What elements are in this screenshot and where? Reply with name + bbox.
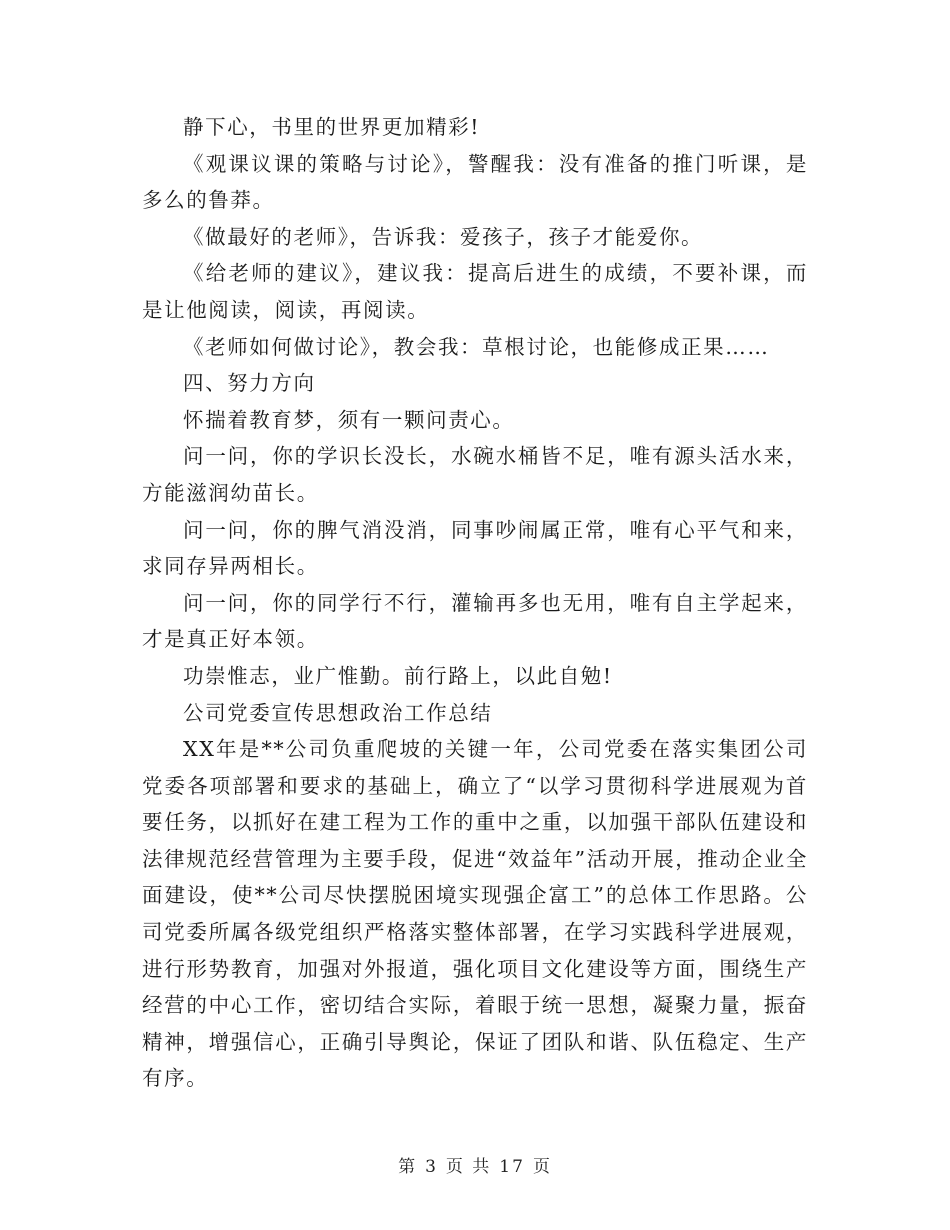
paragraph: 问一问，你的同学行不行，灌输再多也无用，唯有自主学起来，才是真正好本领。 (142, 590, 808, 652)
paragraph: 《给老师的建议》，建议我：提高后进生的成绩，不要补课，而是让他阅读，阅读，再阅读。 (142, 261, 808, 322)
footer-prefix: 第 (398, 1157, 418, 1177)
paragraph: 问一问，你的学识长没长，水碗水桶皆不足，唯有源头活水来，方能滋润幼苗长。 (142, 444, 808, 505)
paragraph: 《老师如何做讨论》，教会我：草根讨论，也能修成正果…… (183, 334, 770, 359)
footer-middle: 页 共 (445, 1157, 492, 1177)
page-footer (0, 1152, 950, 1177)
paragraph: 问一问，你的脾气消没消，同事吵闹属正常，唯有心平气和来，求同存异两相长。 (142, 517, 808, 579)
paragraph: 怀揣着教育梦，须有一颗问责心。 (183, 407, 515, 432)
current-page-number: 3 (425, 1157, 438, 1177)
article-title: 公司党委宣传思想政治工作总结 (183, 700, 493, 725)
footer-suffix: 页 (532, 1157, 552, 1177)
paragraph: 《做最好的老师》，告诉我：爱孩子，孩子才能爱你。 (183, 224, 704, 249)
paragraph: 《观课议课的策略与讨论》，警醒我：没有准备的推门听课，是多么的鲁莽。 (142, 151, 808, 213)
section-heading: 四、努力方向 (183, 371, 316, 396)
paragraph: 功崇惟志，业广惟勤。前行路上，以此自勉! (183, 663, 613, 688)
document-body (142, 109, 808, 1097)
paragraph: 静下心，书里的世界更加精彩! (183, 115, 481, 139)
paragraph: XX年是**公司负重爬坡的关键一年，公司党委在落实集团公司党委各项部署和要求的基础上，确立了“以学习贯彻科学进展观为首要任务，以抓好在建工程为工作的重中之重，以加强干部队伍建设和法律规范经营管理为主要手段，促进“效益年”活动开展，推动企业全面建设，使**公司尽快摆脱困境实现强企富工”的总体工作思路。公司党委所属各级党组织严格落实整体部署，在学习实践科学进展观，进行形势教育，加强对外报道，强化项目文化建设等方面，围绕生产经营的中心工作，密切结合实际，着眼于统一思想，凝聚力量，振奋精神，增强信心，正确引导舆论，保证了团队和谐、队伍稳定、生产有序。 (142, 737, 808, 1091)
total-pages: 17 (499, 1157, 525, 1177)
